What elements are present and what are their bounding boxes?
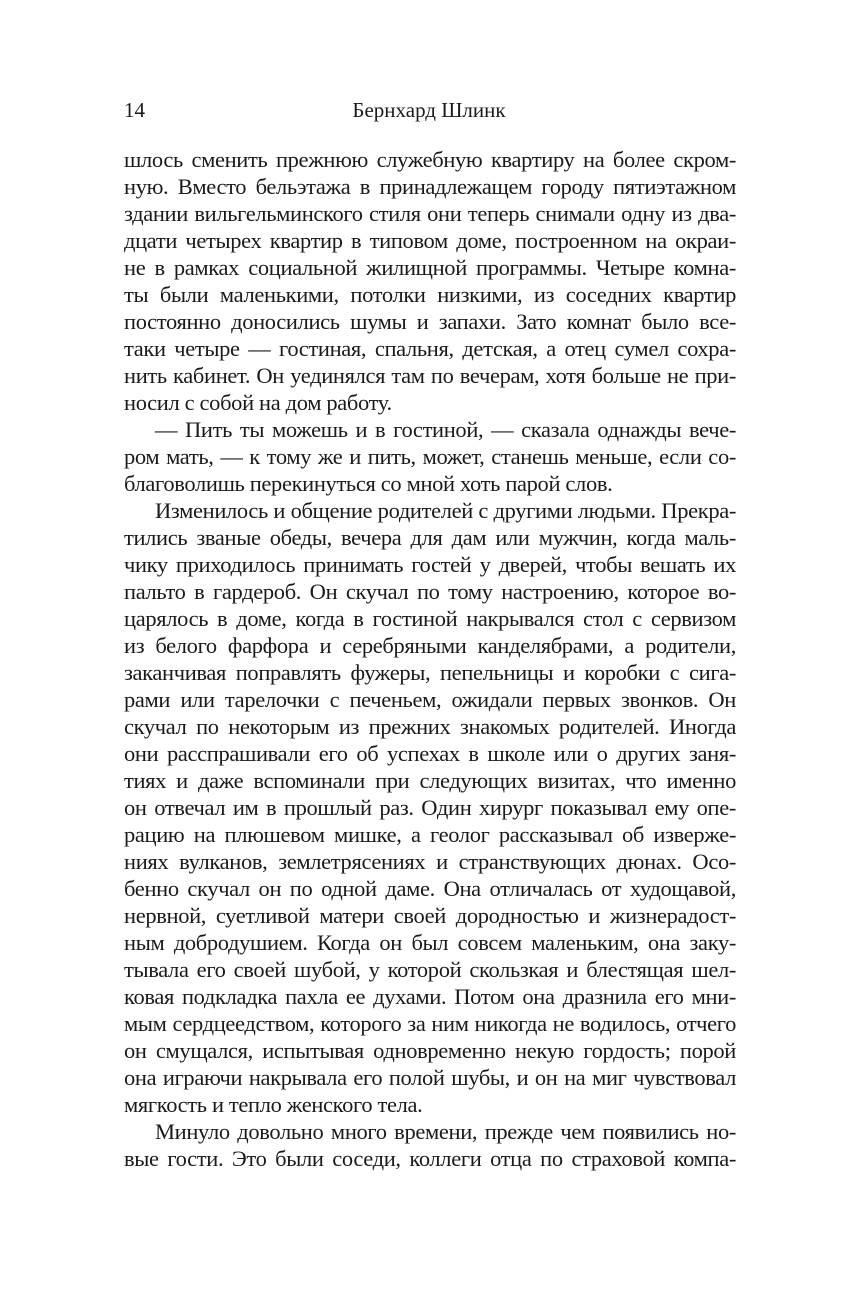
text-line: нервной, суетливой матери своей дородностью и жизнерадост-: [124, 903, 736, 928]
text-line: мым сердцеедством, которого за ним никогда не водилось, отчего: [124, 1011, 736, 1036]
text-line: ты были маленькими, потолки низкими, из соседних квартир: [124, 282, 736, 307]
text-line: тились званые обеды, вечера для дам или мужчин, когда маль-: [124, 525, 736, 550]
text-line: носил с собой на дом работу.: [124, 390, 392, 415]
text-line: ковая подкладка пахла ее духами. Потом она дразнила его мни-: [124, 984, 736, 1009]
text-line: рацию на плюшевом мишке, а геолог рассказывал об изверже-: [124, 822, 736, 847]
text-line: не в рамках социальной жилищной программы. Четыре комна-: [124, 255, 736, 280]
text-line: вые гости. Это были соседи, коллеги отца по страховой компа-: [124, 1146, 736, 1171]
running-title-author: Бернхард Шлинк: [352, 98, 506, 122]
text-line: бенно скучал он по одной даме. Она отличалась от худощавой,: [124, 876, 736, 901]
text-line: таки четыре — гостиная, спальня, детская, а отец сумел сохра-: [124, 336, 736, 361]
text-line: Изменилось и общение родителей с другими людьми. Прекра-: [155, 498, 736, 523]
text-line: скучал по некоторым из прежних знакомых родителей. Иногда: [124, 714, 736, 739]
text-line: ром мать, — к тому же и пить, может, станешь меньше, если со-: [124, 444, 736, 469]
text-line: шлось сменить прежнюю служебную квартиру на более скром-: [124, 147, 736, 172]
text-line: он отвечал им в прошлый раз. Один хирург показывал ему опе-: [124, 795, 736, 820]
text-line: нить кабинет. Он уединялся там по вечерам, хотя больше не при-: [124, 363, 736, 388]
text-line: заканчивая поправлять фужеры, пепельницы и коробки с сига-: [124, 660, 736, 685]
text-line: Минуло довольно много времени, прежде чем появились но-: [155, 1119, 736, 1144]
text-line: из белого фарфора и серебряными канделябрами, а родители,: [124, 633, 736, 658]
text-line: он смущался, испытывая одновременно некую гордость; порой: [124, 1038, 736, 1063]
text-line: ниях вулканов, землетрясениях и странствующих дюнах. Осо-: [124, 849, 736, 874]
page-number: 14: [124, 98, 145, 122]
text-line: рами или тарелочки с печеньем, ожидали первых звонков. Он: [124, 687, 736, 712]
text-line: ным добродушием. Когда он был совсем маленьким, она заку-: [124, 930, 736, 955]
text-line: — Пить ты можешь и в гостиной, — сказала однажды вече-: [155, 417, 736, 442]
running-head: [124, 96, 734, 124]
text-line: благоволишь перекинуться со мной хоть парой слов.: [124, 471, 613, 496]
text-line: мягкость и тепло женского тела.: [124, 1092, 423, 1117]
text-line: царялось в доме, когда в гостиной накрывался стол с сервизом: [124, 606, 736, 631]
text-line: тывала его своей шубой, у которой скользкая и блестящая шел-: [124, 957, 736, 982]
body-text: [124, 146, 736, 1172]
text-line: пальто в гардероб. Он скучал по тому настроению, которое во-: [124, 579, 736, 604]
text-line: тиях и даже вспоминали при следующих визитах, что именно: [124, 768, 736, 793]
text-line: дцати четырех квартир в типовом доме, построенном на окраи-: [124, 228, 736, 253]
text-line: чику приходилось принимать гостей у дверей, чтобы вешать их: [124, 552, 736, 577]
text-line: она играючи накрывала его полой шубы, и он на миг чувствовал: [124, 1065, 736, 1090]
text-line: они расспрашивали его об успехах в школе или о других заня-: [124, 741, 736, 766]
text-line: постоянно доносились шумы и запахи. Зато комнат было все-: [124, 309, 736, 334]
text-line: здании вильгельминского стиля они теперь снимали одну из два-: [124, 201, 736, 226]
text-line: ную. Вместо бельэтажа в принадлежащем городу пятиэтажном: [124, 174, 736, 199]
